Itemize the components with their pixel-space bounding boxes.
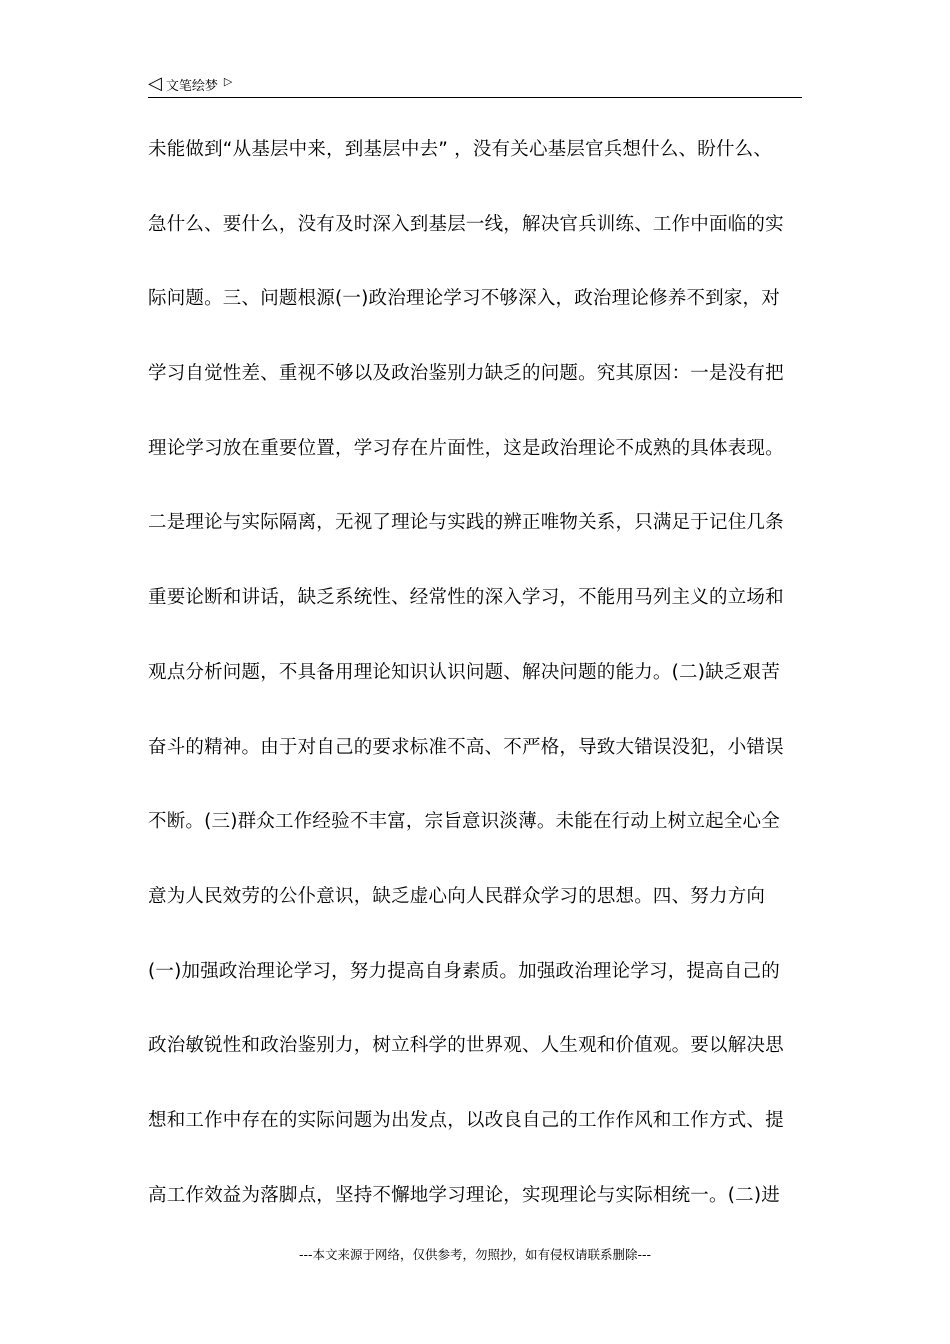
text-line: 奋斗的精神。由于对自己的要求标准不高、不严格，导致大错误没犯，小错误: [148, 736, 784, 758]
text-line: 高工作效益为落脚点，坚持不懈地学习理论，实现理论与实际相统一。(二)进: [148, 1184, 780, 1206]
text-line: 际问题。三、问题根源(一)政治理论学习不够深入，政治理论修养不到家，对: [148, 288, 780, 310]
header-divider: [148, 97, 802, 98]
right-triangle-icon: ▷: [223, 74, 233, 88]
left-triangle-icon: ◁: [148, 73, 162, 94]
text-line: 二是理论与实际隔离，无视了理论与实践的辨正唯物关系，只满足于记住几条: [148, 512, 784, 534]
text-line: 不断。(三)群众工作经验不丰富，宗旨意识淡薄。未能在行动上树立起全心全: [148, 811, 780, 833]
text-line: 意为人民效劳的公仆意识，缺乏虚心向人民群众学习的思想。四、努力方向: [148, 885, 766, 907]
text-line: (一)加强政治理论学习，努力提高自身素质。加强政治理论学习，提高自己的: [148, 960, 780, 982]
text-line: 学习自觉性差、重视不够以及政治鉴别力缺乏的问题。究其原因：一是没有把: [148, 363, 784, 385]
text-line: 想和工作中存在的实际问题为出发点，以改良自己的工作作风和工作方式、提: [148, 1109, 784, 1131]
text-line: 理论学习放在重要位置，学习存在片面性，这是政治理论不成熟的具体表现。: [148, 437, 784, 459]
text-line: 政治敏锐性和政治鉴别力，树立科学的世界观、人生观和价值观。要以解决思: [148, 1035, 784, 1057]
text-line: 重要论断和讲话，缺乏系统性、经常性的深入学习，不能用马列主义的立场和: [148, 587, 784, 609]
body-text: [148, 128, 808, 1248]
page-header: [148, 72, 802, 96]
text-line: 未能做到“从基层中来，到基层中去” ，没有关心基层官兵想什么、盼什么、: [148, 139, 773, 160]
page-footer-disclaimer: ---本文来源于网络，仅供参考，勿照抄，如有侵权请联系删除---: [298, 1247, 652, 1262]
text-line: 急什么、要什么，没有及时深入到基层一线，解决官兵训练、工作中面临的实: [148, 213, 784, 235]
text-line: 观点分析问题，不具备用理论知识认识问题、解决问题的能力。(二)缺乏艰苦: [148, 661, 780, 683]
header-title: 文笔绘梦: [165, 78, 218, 94]
